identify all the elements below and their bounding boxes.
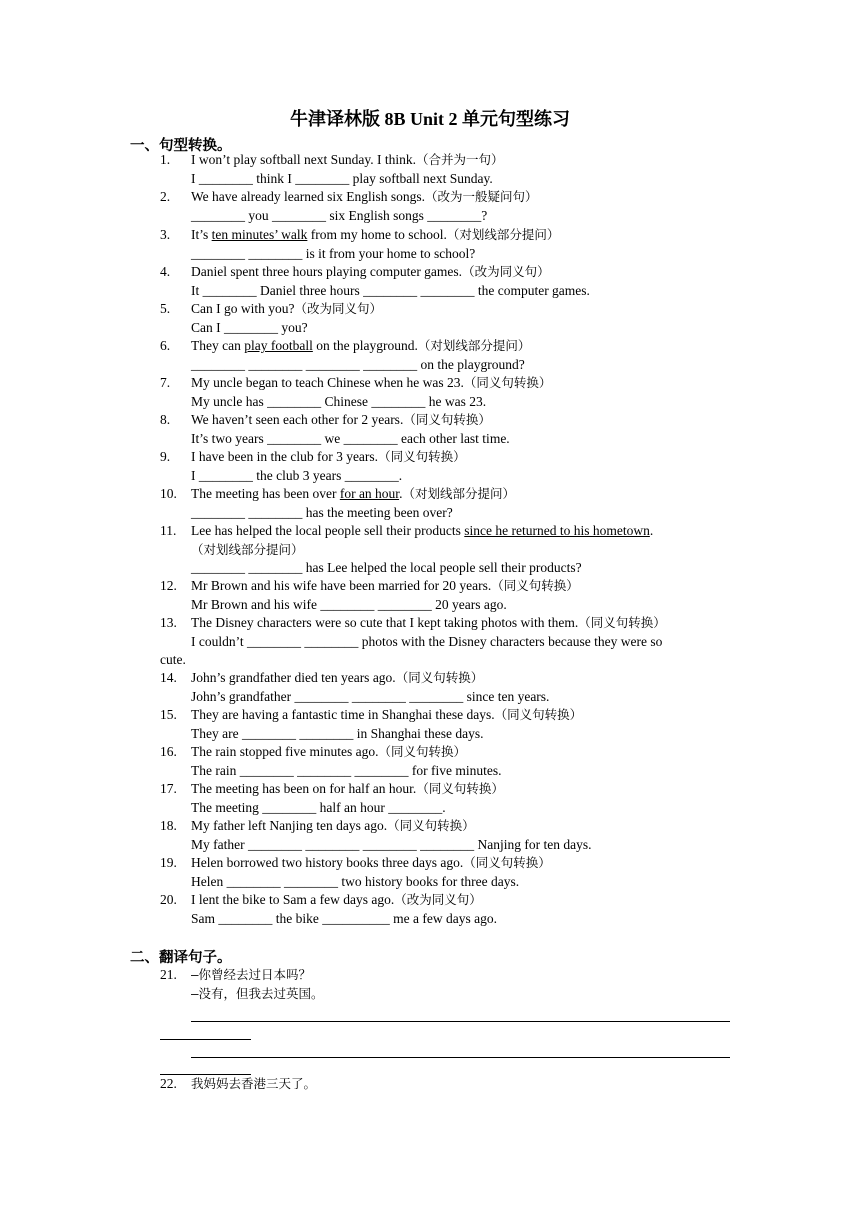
question-sentence: My father left Nanjing ten days ago. [191, 818, 388, 833]
question-number: 6. [160, 338, 171, 353]
answer-line: ________ ________ has the meeting been over? [191, 504, 453, 520]
question-10 [160, 485, 730, 522]
question-number: 13. [160, 615, 177, 630]
question-5 [160, 300, 730, 337]
question-instruction: （改为同义句） [462, 264, 550, 279]
answer-line: Can I ________ you? [191, 319, 308, 335]
question-instruction: （改为同义句） [394, 892, 482, 907]
question-19 [160, 854, 730, 891]
question-3 [160, 226, 730, 263]
question-number: 2. [160, 189, 171, 204]
question-number: 18. [160, 818, 177, 833]
question-sentence: We have already learned six English songs. [191, 189, 425, 204]
question-instruction: （同义句转换） [387, 818, 475, 833]
page-title: 牛津译林版 8B Unit 2 单元句型练习 [289, 109, 570, 129]
question-sentence-end: from my home to school. [307, 227, 447, 242]
question-sentence-start: It’s [191, 227, 212, 242]
answer-line: The meeting ________ half an hour ________. [191, 799, 446, 815]
answer-line: It’s two years ________ we ________ each other last time. [191, 430, 510, 446]
question-sentence: They are having a fantastic time in Shanghai these days. [191, 707, 495, 722]
question-number: 5. [160, 301, 171, 316]
question-2 [160, 188, 730, 225]
question-instruction: （对划线部分提问） [417, 338, 531, 353]
answer-line: It ________ Daniel three hours ________ ________ the computer games. [191, 282, 590, 298]
question-sentence: —你曾经去过日本吗？ [191, 967, 312, 982]
question-instruction: （同义句转换） [491, 578, 579, 593]
question-7 [160, 374, 730, 411]
question-instruction: （同义句转换） [403, 412, 491, 427]
question-number: 19. [160, 855, 177, 870]
question-sentence-reply: —没有，但我去过英国。 [191, 985, 324, 1001]
question-6 [160, 337, 730, 374]
answer-line: I ________ the club 3 years ________. [191, 467, 403, 483]
question-number: 20. [160, 892, 177, 907]
question-number: 11. [160, 523, 177, 538]
question-sentence-end: . [399, 486, 403, 501]
question-instruction: （对划线部分提问） [402, 486, 515, 501]
question-1 [160, 151, 730, 188]
question-instruction: （同义句转换） [463, 375, 552, 390]
answer-line: The rain ________ ________ ________ for five minutes. [191, 762, 502, 778]
question-instruction: （同义句转换） [395, 670, 484, 685]
question-4 [160, 263, 730, 300]
question-sentence: I lent the bike to Sam a few days ago. [191, 892, 395, 907]
question-number: 3. [160, 227, 171, 242]
question-sentence: John’s grandfather died ten years ago. [191, 670, 396, 685]
question-21 [160, 966, 730, 1003]
question-instruction: （同义句转换） [378, 744, 466, 759]
question-number: 10. [160, 486, 177, 501]
answer-line: ________ ________ ________ ________ on the playground? [191, 356, 525, 372]
question-instruction: （同义句转换） [494, 707, 583, 722]
question-number: 14. [160, 670, 177, 685]
question-sentence-start: They can [191, 338, 245, 353]
question-number: 21. [160, 967, 177, 982]
underlined-phrase: ten minutes’ walk [211, 227, 308, 242]
question-17 [160, 780, 730, 817]
question-sentence: Mr Brown and his wife have been married for 20 years. [191, 578, 492, 593]
question-sentence-start: The meeting has been over [191, 486, 340, 501]
question-12 [160, 577, 730, 614]
question-14 [160, 669, 730, 706]
question-11 [160, 522, 730, 578]
underlined-phrase: since he returned to his hometown [464, 523, 650, 538]
question-sentence: The Disney characters were so cute that I kept taking photos with them. [191, 615, 579, 630]
answer-writing-line[interactable] [191, 1021, 730, 1022]
question-sentence: The meeting has been on for half an hour. [191, 781, 417, 796]
question-instruction: （同义句转换） [378, 449, 466, 464]
question-number: 1. [160, 152, 171, 167]
question-sentence-end: on the playground. [312, 338, 418, 353]
question-instruction: （同义句转换） [463, 855, 551, 870]
answer-line: I couldn’t ________ ________ photos with the Disney characters because they were so [191, 633, 663, 649]
question-instruction: （改为一般疑问句） [424, 189, 538, 204]
question-instruction: （改为同义句） [294, 301, 383, 316]
question-sentence: Can I go with you? [191, 301, 295, 316]
question-sentence: I have been in the club for 3 years. [191, 449, 379, 464]
question-instruction: （对划线部分提问） [446, 227, 560, 242]
question-sentence: My uncle began to teach Chinese when he was 23. [191, 375, 464, 390]
question-15 [160, 706, 730, 743]
question-16 [160, 743, 730, 780]
question-number: 7. [160, 375, 171, 390]
question-number: 16. [160, 744, 177, 759]
question-number: 15. [160, 707, 177, 722]
answer-writing-line-continued[interactable] [160, 1039, 251, 1040]
question-22 [160, 1075, 730, 1094]
question-number: 8. [160, 412, 171, 427]
question-sentence: Helen borrowed two history books three days ago. [191, 855, 464, 870]
answer-line-continued: cute. [160, 652, 186, 667]
question-number: 17. [160, 781, 177, 796]
question-9 [160, 448, 730, 485]
question-sentence: 我妈妈去香港三天了。 [191, 1076, 317, 1091]
answer-line: Sam ________ the bike __________ me a few days ago. [191, 910, 497, 926]
question-instruction: （同义句转换） [416, 781, 504, 796]
section-heading-sentence-conversion: 一、句型转换。 [130, 138, 232, 154]
question-number: 22. [160, 1076, 177, 1091]
underlined-phrase: play football [244, 338, 313, 353]
question-sentence: I won’t play softball next Sunday. I think. [191, 152, 416, 167]
question-instruction: （同义句转换） [578, 615, 666, 630]
question-sentence-end: . [649, 523, 654, 538]
answer-line: John’s grandfather ________ ________ ________ since ten years. [191, 688, 550, 704]
question-number: 4. [160, 264, 171, 279]
answer-writing-line[interactable] [191, 1057, 730, 1058]
question-8 [160, 411, 730, 448]
answer-line: Mr Brown and his wife ________ ________ 20 years ago. [191, 596, 507, 612]
answer-line: My uncle has ________ Chinese ________ he was 23. [191, 393, 487, 409]
question-number: 12. [160, 578, 177, 593]
question-instruction: （对划线部分提问） [191, 541, 304, 557]
section-heading-translation: 二、翻译句子。 [130, 950, 232, 966]
answer-line: Helen ________ ________ two history books for three days. [191, 873, 520, 889]
question-number: 9. [160, 449, 171, 464]
answer-line: They are ________ ________ in Shanghai these days. [191, 725, 484, 741]
underlined-phrase: for an hour [339, 486, 400, 501]
answer-line: My father ________ ________ ________ ________ Nanjing for ten days. [191, 836, 592, 852]
question-sentence: We haven’t seen each other for 2 years. [191, 412, 404, 427]
answer-line: ________ ________ is it from your home to school? [191, 245, 476, 261]
question-instruction: （合并为一句） [415, 152, 504, 167]
answer-line: ________ you ________ six English songs ________? [191, 207, 488, 223]
question-18 [160, 817, 730, 854]
question-sentence: Daniel spent three hours playing computer games. [191, 264, 463, 279]
question-sentence: The rain stopped five minutes ago. [191, 744, 379, 759]
question-20 [160, 891, 730, 928]
answer-line: I ________ think I ________ play softball next Sunday. [191, 170, 493, 186]
question-sentence-start: Lee has helped the local people sell their products [191, 523, 465, 538]
question-13 [160, 614, 730, 670]
answer-line: ________ ________ has Lee helped the local people sell their products? [191, 560, 582, 575]
